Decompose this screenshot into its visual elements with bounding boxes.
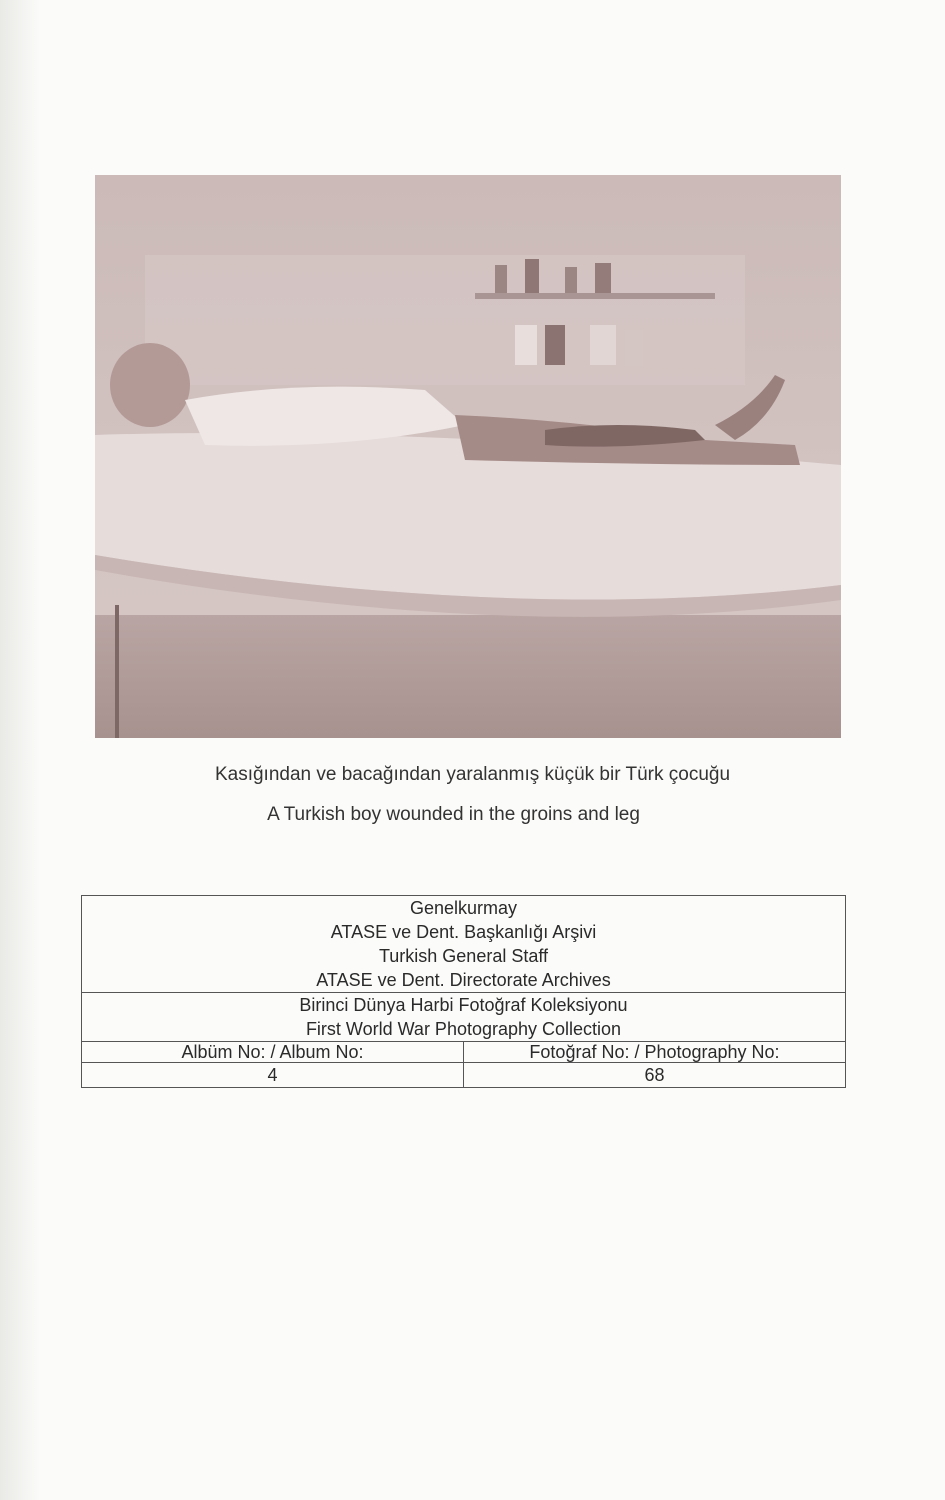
collection-row xyxy=(82,993,846,1042)
value-row xyxy=(82,1063,846,1088)
institution-cell xyxy=(82,896,846,993)
collection-line: Birinci Dünya Harbi Fotoğraf Koleksiyonu xyxy=(299,995,628,1015)
caption-english: A Turkish boy wounded in the groins and leg xyxy=(267,804,640,825)
archive-info-table xyxy=(81,895,846,1088)
label-row xyxy=(82,1042,846,1063)
institution-line: Turkish General Staff xyxy=(378,946,549,966)
institution-line: Genelkurmay xyxy=(409,898,518,918)
institution-line: ATASE ve Dent. Directorate Archives xyxy=(316,970,611,990)
institution-row xyxy=(82,896,846,993)
album-number: 4 xyxy=(82,1063,464,1088)
institution-line: ATASE ve Dent. Başkanlığı Arşivi xyxy=(330,922,597,942)
photo-label: Fotoğraf No: / Photography No: xyxy=(464,1042,846,1063)
collection-line: First World War Photography Collection xyxy=(305,1019,622,1039)
collection-cell xyxy=(82,993,846,1042)
caption-turkish: Kasığından ve bacağından yaralanmış küçük bir Türk çocuğu xyxy=(214,764,731,785)
photo-number: 68 xyxy=(464,1063,846,1088)
album-label: Albüm No: / Album No: xyxy=(82,1042,464,1063)
page-edge-shadow xyxy=(0,0,40,1500)
archival-photograph xyxy=(95,175,841,738)
photograph-illustration xyxy=(95,175,841,738)
